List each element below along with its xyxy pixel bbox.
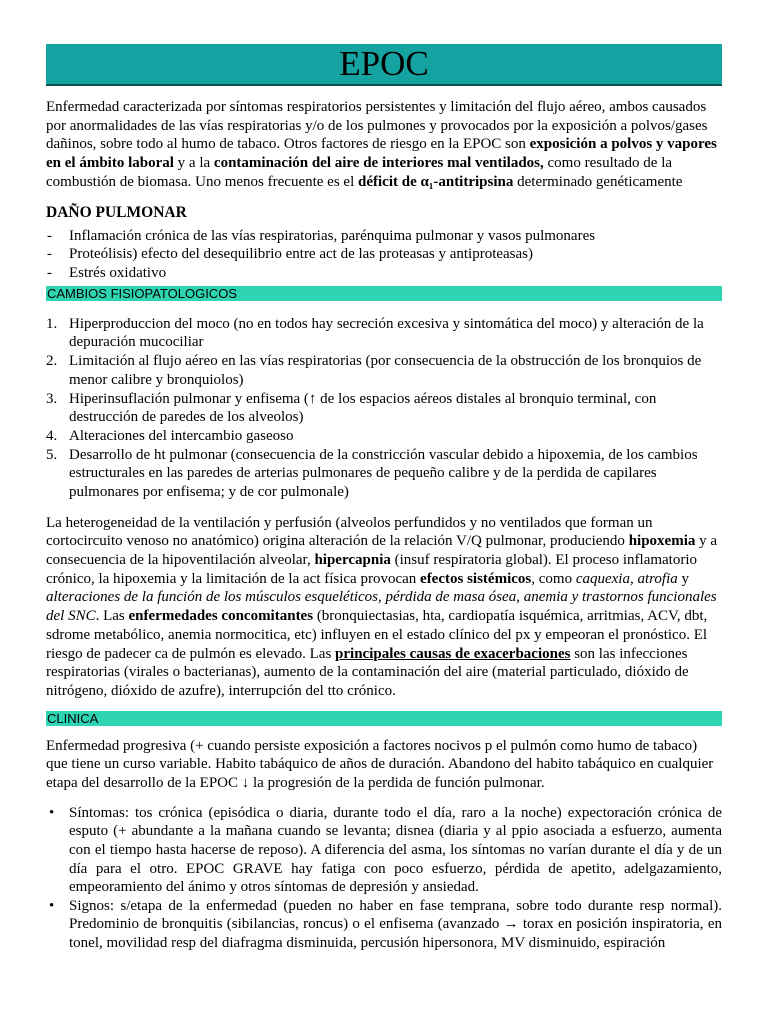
- list-item: [46, 390, 722, 427]
- list-item: [46, 897, 722, 953]
- item-number: 3.: [46, 390, 58, 407]
- intro-text: como resultado de la combustión de biomasa. Uno menos frecuente es el: [46, 155, 673, 190]
- item-number: 4.: [46, 427, 58, 444]
- bold-hipercapnia: hipercapnia: [314, 551, 391, 568]
- intro-text: Enfermedad caracterizada por síntomas respiratorios persistentes y limitación del flujo aéreo, ambos causados por anormalidades de las vías respiratorias y/o de los pulmones y provocados por la exposición a polvos/gases dañinos, sobre todo al humo de tabaco. Otros factores de riesgo en la EPOC son: [46, 99, 708, 153]
- bold-efectos-sistemicos: efectos sistémicos: [420, 570, 532, 587]
- list-item: - Proteólisis) efecto del desequilibrio entre act de las proteasas y antiproteasas): [46, 245, 722, 264]
- item-text: Hiperinsuflación pulmonar y enfisema (↑ de los espacios aéreos distales al bronquio terminal, con destrucción de paredes de los alveolos): [69, 390, 657, 426]
- section-header-clinica: CLINICA: [46, 711, 722, 726]
- intro-bold-exposure: exposición a polvos y vapores en el ámbito laboral: [46, 136, 717, 172]
- body-text: . Las: [95, 608, 129, 625]
- italic-alteraciones: alteraciones de la función de los músculos esqueléticos, pérdida de masa ósea, anemia y trastornos funcionales del SNC: [46, 589, 717, 625]
- clinica-bullets: [46, 804, 722, 953]
- list-item: [46, 804, 722, 897]
- list-item: [46, 427, 722, 445]
- body-text: La heterogeneidad de la ventilación y perfusión (alveolos perfundidos y no ventilados que forman un cortocircuito venoso no anatómico) origina alteración de la relación V/Q pulmonar, produciendo: [46, 514, 653, 550]
- page-title: EPOC: [339, 44, 429, 83]
- intro-bold-contamination: contaminación del aire de interiores mal ventilados,: [213, 155, 544, 172]
- body-text: , como: [531, 570, 576, 587]
- list-item: [46, 352, 722, 389]
- body-text: y: [677, 570, 690, 587]
- intro-text: determinado genéticamente: [513, 173, 683, 190]
- title-banner: [46, 44, 722, 86]
- item-text: Signos: s/etapa de la enfermedad (pueden no haber en fase temprana, sobre todo durante resp normal). Predominio de bronquitis (sibilancias, roncus) o el enfisema (avanzado → torax en posición inspiratoria, en tonel, movilidad resp del diafragma disminuida, percusión hipersonora, MV disminuido, espiración: [69, 897, 722, 951]
- intro-bold-antitrypsin: déficit de α₁-antitripsina: [358, 173, 514, 190]
- bullet-icon: •: [49, 804, 55, 821]
- intro-text: y a la: [173, 155, 214, 172]
- dano-list: [46, 227, 722, 283]
- italic-caquexia: caquexia, atrofia: [575, 570, 678, 587]
- list-item: - Estrés oxidativo: [46, 264, 722, 283]
- list-item: [46, 315, 722, 352]
- bold-underlined-exacerbaciones: principales causas de exacerbaciones: [335, 645, 571, 662]
- item-number: 1.: [46, 316, 58, 333]
- item-text: Hiperproduccion del moco (no en todos hay secreción excesiva y sintomática del moco) y alteración de la depuración mucociliar: [69, 316, 704, 351]
- item-number: 5.: [46, 446, 58, 463]
- item-text: Desarrollo de ht pulmonar (consecuencia de la constricción vascular debido a hipoxemia, de los cambios estructurales en las paredes de arterias pulmonares de pequeño calibre y de la perdida de capilares pulmonares por enfisema; y de cor pulmonale): [69, 446, 698, 500]
- cambios-list: [46, 315, 722, 501]
- clinica-paragraph: Enfermedad progresiva (+ cuando persiste exposición a factores nocivos p el pulmón como humo de tabaco) que tiene un curso variable. Habito tabáquico de años de duración. Abandono del habito tabáquico en cualquier etapa del desarrollo de la EPOC ↓ la progresión de la perdida de función pulmonar.: [46, 737, 714, 792]
- bold-enfermedades-concomitantes: enfermedades concomitantes: [128, 608, 314, 625]
- document-page: [46, 44, 722, 952]
- section-header-cambios: CAMBIOS FISIOPATOLOGICOS: [46, 286, 722, 301]
- body-text: (insuf respiratoria global). El proceso inflamatorio crónico, la hipoxemia y la limitación de la act física provocan: [46, 551, 698, 587]
- item-number: 2.: [46, 353, 58, 370]
- dano-heading: DAÑO PULMONAR: [46, 203, 187, 221]
- body-text: son las infecciones respiratorias (virales o bacterianas), aumento de la contaminación del aire (material particulado, dióxido de nitrógeno, dióxido de azufre), interrupción del tto crónico.: [46, 645, 689, 699]
- body-text: (bronquiectasias, hta, cardiopatía isquémica, arritmias, ACV, dbt, sdrome metabólico, anemia normocitica, etc) influyen en el estado clínico del px y empeoran el pronóstico. El riesgo de padecer ca de pulmón es elevado. Las: [46, 608, 708, 662]
- intro-paragraph: [46, 98, 722, 192]
- list-item: - Inflamación crónica de las vías respiratorias, parénquima pulmonar y vasos pulmonares: [46, 227, 722, 246]
- heterogeneity-paragraph: [46, 514, 722, 701]
- item-text: Limitación al flujo aéreo en las vías respiratorias (por consecuencia de la obstrucción de los bronquios de menor calibre y bronquiolos): [69, 353, 702, 388]
- list-item: [46, 446, 722, 501]
- bold-hipoxemia: hipoxemia: [628, 533, 696, 550]
- bullet-icon: •: [49, 897, 55, 914]
- item-text: Síntomas: tos crónica (episódica o diaria, durante todo el día, raro a la noche) expectoración crónica de esputo (+ abundante a la mañana cuando se levanta; disnea (diaria y al ppio asociada a esfuerzo, aumenta con el tiempo hasta hacerse de reposo). A diferencia del asma, los síntomas no varían durante el día y de un día para el otro. EPOC GRAVE hay fatiga con poco esfuerzo, pérdida de apetito, adelgazamiento, empeoramiento del ánimo y otros síntomas de depresión y ansiedad.: [69, 804, 722, 896]
- item-text: Alteraciones del intercambio gaseoso: [69, 427, 294, 444]
- body-text: y a consecuencia de la hipoventilación alveolar,: [46, 533, 718, 568]
